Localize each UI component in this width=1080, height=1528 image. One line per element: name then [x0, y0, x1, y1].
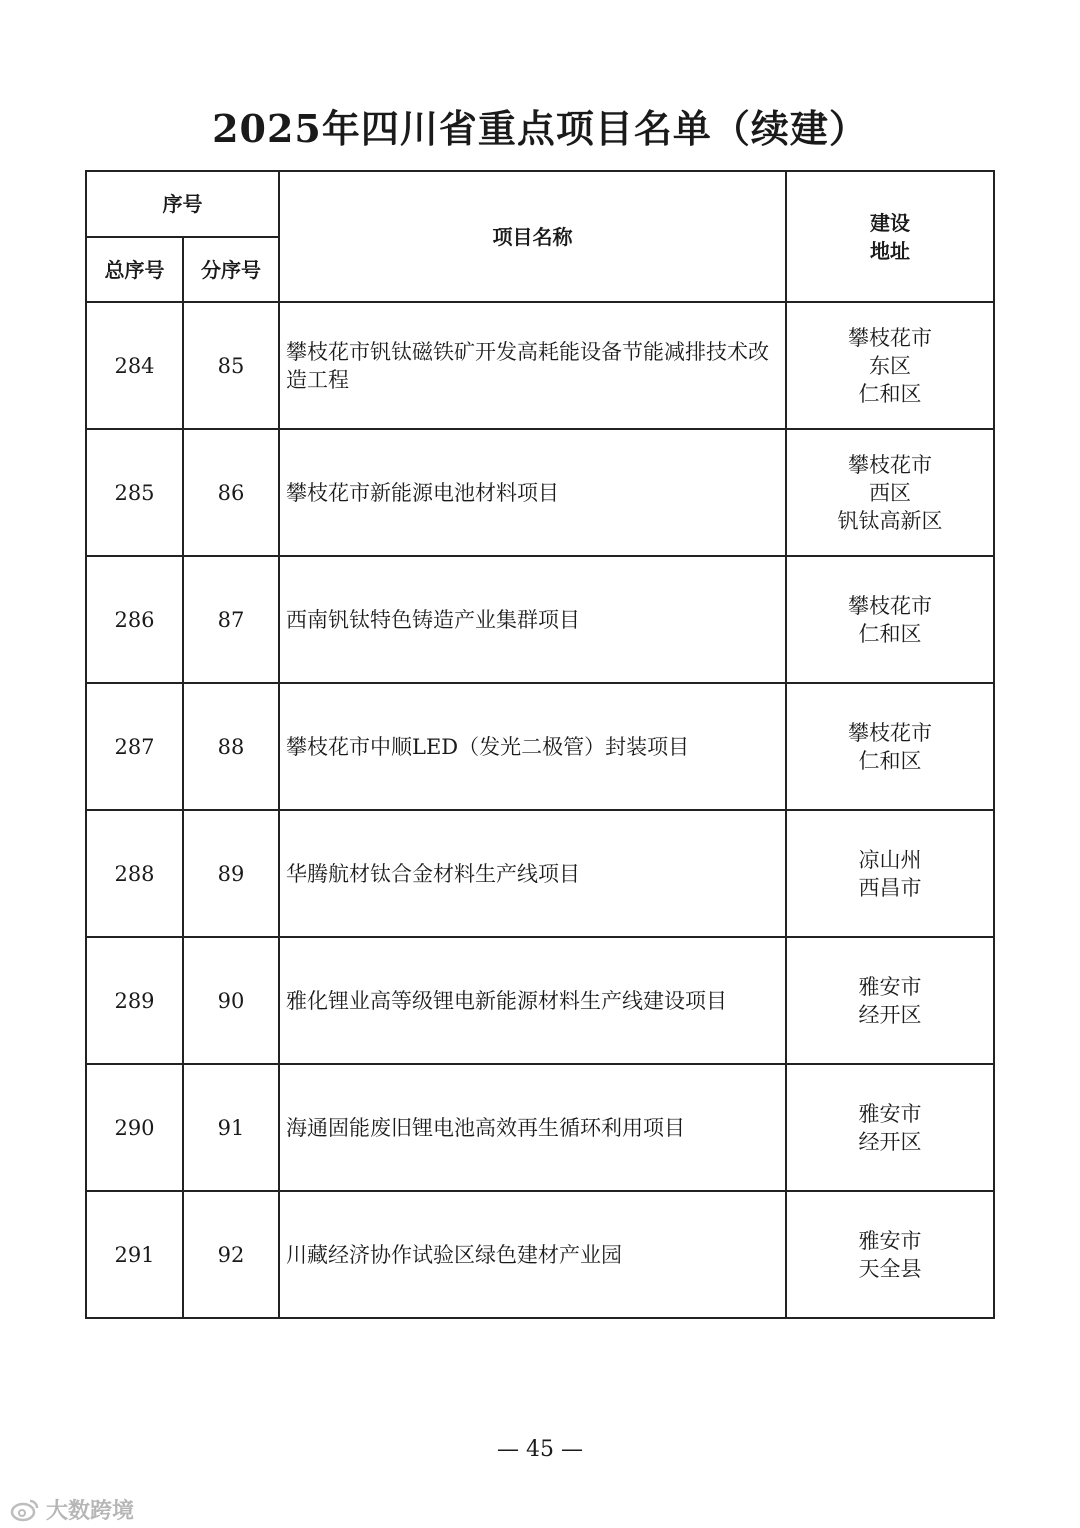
sub-serial-cell: 91 [183, 1064, 279, 1191]
location-line: 西区 [869, 480, 911, 505]
location-line: 东区 [869, 353, 911, 378]
location-line: 经开区 [858, 1002, 922, 1027]
total-serial-cell: 284 [86, 302, 183, 429]
header-location-line2: 地址 [870, 238, 910, 263]
page-title: 2025年四川省重点项目名单（续建） [212, 106, 868, 151]
watermark [10, 1494, 134, 1525]
location-line: 西昌市 [858, 875, 922, 900]
location-line: 仁和区 [858, 621, 922, 646]
total-serial-cell: 291 [86, 1191, 183, 1318]
total-serial-cell: 285 [86, 429, 183, 556]
total-serial-cell: 287 [86, 683, 183, 810]
location-line: 经开区 [858, 1129, 922, 1154]
sub-serial-cell: 90 [183, 937, 279, 1064]
project-name-cell: 攀枝花市钒钛磁铁矿开发高耗能设备节能减排技术改造工程 [279, 302, 786, 429]
total-serial-cell: 289 [86, 937, 183, 1064]
location-line: 钒钛高新区 [837, 508, 943, 533]
location-line: 雅安市 [858, 974, 922, 999]
project-name-cell: 雅化锂业高等级锂电新能源材料生产线建设项目 [279, 937, 786, 1064]
header-serial-group: 序号 [86, 171, 279, 237]
sub-serial-cell: 85 [183, 302, 279, 429]
header-project-name: 项目名称 [279, 171, 786, 302]
location-cell [786, 302, 994, 429]
table-row [86, 1064, 994, 1191]
table-row [86, 683, 994, 810]
location-line: 凉山州 [858, 847, 922, 872]
page-number: — 45 — [497, 1437, 583, 1462]
location-cell [786, 1191, 994, 1318]
project-name-cell: 海通固能废旧锂电池高效再生循环利用项目 [279, 1064, 786, 1191]
sub-serial-cell: 92 [183, 1191, 279, 1318]
location-cell [786, 683, 994, 810]
total-serial-cell: 286 [86, 556, 183, 683]
header-row [86, 171, 994, 237]
total-serial-cell: 288 [86, 810, 183, 937]
table-row [86, 810, 994, 937]
location-line: 天全县 [858, 1256, 922, 1281]
header-location [786, 171, 994, 302]
location-line: 雅安市 [858, 1228, 922, 1253]
table-row [86, 556, 994, 683]
sub-serial-cell: 89 [183, 810, 279, 937]
project-name-cell: 攀枝花市新能源电池材料项目 [279, 429, 786, 556]
weibo-logo-icon [10, 1498, 40, 1522]
sub-serial-cell: 86 [183, 429, 279, 556]
location-cell [786, 556, 994, 683]
project-table [85, 170, 995, 1319]
location-line: 仁和区 [858, 748, 922, 773]
location-line: 攀枝花市 [848, 325, 932, 350]
header-location-line1: 建设 [870, 210, 910, 235]
sub-serial-cell: 88 [183, 683, 279, 810]
total-serial-cell: 290 [86, 1064, 183, 1191]
location-cell [786, 810, 994, 937]
project-name-cell: 攀枝花市中顺LED（发光二极管）封装项目 [279, 683, 786, 810]
project-name-cell: 华腾航材钛合金材料生产线项目 [279, 810, 786, 937]
header-sub-no: 分序号 [183, 237, 279, 302]
location-cell [786, 1064, 994, 1191]
location-line: 攀枝花市 [848, 452, 932, 477]
location-line: 攀枝花市 [848, 720, 932, 745]
location-cell [786, 937, 994, 1064]
watermark-text: 大数跨境 [46, 1499, 135, 1524]
header-total-no: 总序号 [86, 237, 183, 302]
table-row [86, 937, 994, 1064]
project-name-cell: 西南钒钛特色铸造产业集群项目 [279, 556, 786, 683]
sub-serial-cell: 87 [183, 556, 279, 683]
table-row [86, 1191, 994, 1318]
location-line: 攀枝花市 [848, 593, 932, 618]
location-line: 雅安市 [858, 1101, 922, 1126]
project-name-cell: 川藏经济协作试验区绿色建材产业园 [279, 1191, 786, 1318]
location-cell [786, 429, 994, 556]
table-row [86, 302, 994, 429]
location-line: 仁和区 [858, 381, 922, 406]
table-row [86, 429, 994, 556]
